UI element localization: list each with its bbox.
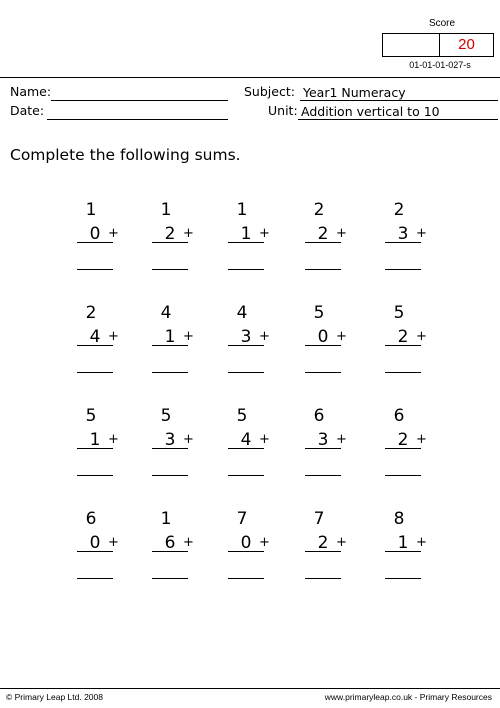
sum-underline [152,242,188,243]
sum-problem [305,303,357,383]
sum-top-number: 1 [236,200,248,220]
sum-bottom-number: 0 [89,533,101,553]
answer-line[interactable] [152,578,188,579]
sum-bottom-number: 4 [89,327,101,347]
plus-sign: + [416,226,427,241]
answer-line[interactable] [305,372,341,373]
sum-bottom-number: 6 [164,533,176,553]
sum-problem [228,406,280,486]
date-field[interactable] [47,104,228,120]
answer-line[interactable] [385,578,421,579]
sum-bottom-number: 2 [317,533,329,553]
copyright-text: © Primary Leap Ltd. 2008 [6,692,103,702]
sum-top-number: 5 [236,406,248,426]
answer-line[interactable] [228,578,264,579]
sum-underline [152,345,188,346]
sum-underline [152,448,188,449]
plus-sign: + [259,226,270,241]
worksheet-code: 01-01-01-027-s [409,60,471,70]
sum-top-number: 1 [160,509,172,529]
website-text: www.primaryleap.co.uk - Primary Resources [324,692,492,702]
sum-bottom-number: 0 [89,224,101,244]
instruction-text: Complete the following sums. [10,146,241,164]
plus-sign: + [259,535,270,550]
plus-sign: + [108,226,119,241]
sum-problem [385,200,437,280]
answer-line[interactable] [77,372,113,373]
sum-underline [228,345,264,346]
unit-value: Addition vertical to 10 [298,104,498,120]
sum-top-number: 5 [160,406,172,426]
answer-line[interactable] [152,475,188,476]
answer-line[interactable] [385,475,421,476]
plus-sign: + [336,226,347,241]
sum-top-number: 2 [85,303,97,323]
sum-problem [77,303,129,383]
answer-line[interactable] [305,475,341,476]
sum-underline [77,448,113,449]
answer-line[interactable] [228,475,264,476]
answer-line[interactable] [77,269,113,270]
sum-top-number: 5 [393,303,405,323]
sum-problem [305,200,357,280]
sum-underline [305,551,341,552]
score-total: 20 [458,36,475,53]
sum-top-number: 6 [393,406,405,426]
sum-problem [152,200,204,280]
sum-top-number: 7 [236,509,248,529]
plus-sign: + [259,329,270,344]
sum-problem [152,509,204,589]
plus-sign: + [336,432,347,447]
sum-underline [305,345,341,346]
sum-problem [77,406,129,486]
sum-underline [385,242,421,243]
sum-problem [228,200,280,280]
unit-label: Unit: [268,103,298,118]
sum-top-number: 7 [313,509,325,529]
sum-underline [385,345,421,346]
sum-bottom-number: 3 [164,430,176,450]
sum-underline [305,448,341,449]
sum-bottom-number: 1 [397,533,409,553]
answer-line[interactable] [152,372,188,373]
sum-bottom-number: 3 [317,430,329,450]
sum-problem [77,509,129,589]
plus-sign: + [416,432,427,447]
sum-underline [228,242,264,243]
sum-underline [77,242,113,243]
subject-label: Subject: [244,84,295,99]
sum-bottom-number: 0 [240,533,252,553]
plus-sign: + [336,329,347,344]
plus-sign: + [416,535,427,550]
sum-underline [228,448,264,449]
sum-bottom-number: 1 [240,224,252,244]
sum-top-number: 2 [313,200,325,220]
sum-bottom-number: 1 [164,327,176,347]
subject-value: Year1 Numeracy [300,85,498,101]
plus-sign: + [416,329,427,344]
sum-problem [385,406,437,486]
date-label: Date: [10,103,45,118]
plus-sign: + [336,535,347,550]
plus-sign: + [108,432,119,447]
plus-sign: + [183,329,194,344]
plus-sign: + [183,535,194,550]
sum-problem [305,406,357,486]
sum-bottom-number: 4 [240,430,252,450]
plus-sign: + [108,329,119,344]
sum-top-number: 5 [313,303,325,323]
score-box [382,33,494,57]
sum-top-number: 5 [85,406,97,426]
sum-bottom-number: 3 [240,327,252,347]
plus-sign: + [108,535,119,550]
sum-problem [305,509,357,589]
answer-line[interactable] [228,269,264,270]
name-label: Name: [10,84,52,99]
sum-underline [305,242,341,243]
plus-sign: + [259,432,270,447]
header-divider [0,77,500,78]
sum-underline [77,551,113,552]
plus-sign: + [183,432,194,447]
sum-problem [385,509,437,589]
sum-top-number: 6 [85,509,97,529]
sum-problem [228,509,280,589]
sum-top-number: 8 [393,509,405,529]
sum-top-number: 2 [393,200,405,220]
sum-bottom-number: 1 [89,430,101,450]
sum-problem [228,303,280,383]
sum-underline [385,551,421,552]
answer-line[interactable] [77,578,113,579]
plus-sign: + [183,226,194,241]
sum-problem [152,406,204,486]
sum-top-number: 1 [160,200,172,220]
sum-bottom-number: 2 [397,430,409,450]
answer-line[interactable] [385,269,421,270]
sum-top-number: 6 [313,406,325,426]
sum-top-number: 4 [236,303,248,323]
sum-bottom-number: 2 [164,224,176,244]
answer-line[interactable] [228,372,264,373]
answer-line[interactable] [385,372,421,373]
sum-bottom-number: 3 [397,224,409,244]
sum-problem [77,200,129,280]
sum-underline [152,551,188,552]
sum-underline [385,448,421,449]
score-label: Score [428,18,456,29]
answer-line[interactable] [305,578,341,579]
sum-bottom-number: 2 [397,327,409,347]
sum-underline [228,551,264,552]
answer-line[interactable] [152,269,188,270]
sum-top-number: 1 [85,200,97,220]
answer-line[interactable] [305,269,341,270]
sum-problem [385,303,437,383]
footer-divider [0,688,500,689]
sum-bottom-number: 0 [317,327,329,347]
sum-underline [77,345,113,346]
name-field[interactable] [51,85,228,101]
sum-problem [152,303,204,383]
sum-top-number: 4 [160,303,172,323]
answer-line[interactable] [77,475,113,476]
sum-bottom-number: 2 [317,224,329,244]
